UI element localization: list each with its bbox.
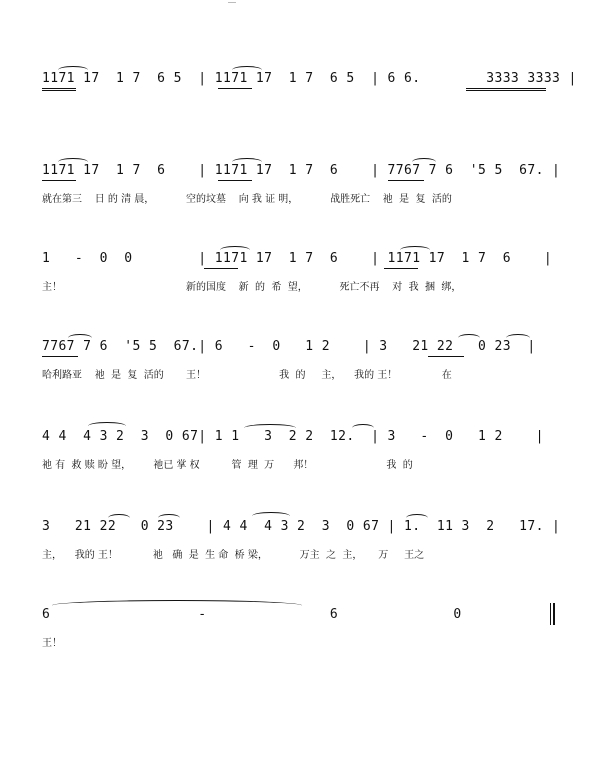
slur-arc — [352, 424, 374, 432]
slur-arc — [458, 334, 480, 342]
beam-underline — [466, 90, 546, 91]
lyrics-line-2: 就在第三 日 的 清 晨， 空的坟墓 向 我 证 明， 战胜死亡 祂 是 复 活的 — [42, 194, 452, 205]
score-system-1 — [0, 68, 612, 128]
slur-arc — [58, 158, 88, 166]
jianpu-notes-line-2: 1171 17 1 7 6 | 1171 17 1 7 6 | 7767 7 6 '5 5 67. | — [42, 163, 561, 178]
beam-underline — [218, 180, 252, 181]
slur-arc — [400, 246, 430, 254]
page-mark — [228, 2, 236, 3]
beam-underline — [42, 88, 76, 89]
score-system-4 — [0, 336, 612, 396]
jianpu-notes-line-5: 4 4 4 3 2 3 0 67| 1 1 3 2 2 12. | 3 - 0 1 2 | — [42, 429, 544, 444]
slur-arc — [412, 158, 436, 166]
beam-underline — [218, 88, 252, 89]
beam-underline — [42, 180, 76, 181]
slur-arc — [88, 422, 126, 430]
final-barline — [550, 603, 555, 625]
lyrics-line-6: 主， 我的 王！ 祂 确 是 生 命 桥 梁， 万主 之 主， 万 王之 — [42, 550, 425, 561]
slur-arc — [232, 66, 262, 74]
jianpu-notes-line-1: 1171 17 1 7 6 5 | 1171 17 1 7 6 5 | 6 6. 3333 3333 | — [42, 71, 577, 86]
beam-underline — [42, 90, 76, 91]
jianpu-notes-line-3: 1 - 0 0 | 1171 17 1 7 6 | 1171 17 1 7 6 | — [42, 251, 553, 266]
score-system-3 — [0, 248, 612, 308]
score-system-6 — [0, 516, 612, 576]
lyrics-line-5: 祂 有 救 赎 盼 望， 祂已 掌 权 管 理 万 邦！ 我 的 — [42, 460, 413, 471]
beam-underline — [384, 268, 418, 269]
tie-arc — [52, 600, 302, 611]
slur-arc — [506, 334, 530, 342]
beam-underline — [428, 356, 464, 357]
slur-arc — [406, 514, 428, 522]
slur-arc — [68, 334, 92, 342]
beam-underline — [42, 356, 78, 357]
slur-arc — [58, 66, 88, 74]
slur-arc — [158, 514, 180, 522]
slur-arc — [108, 514, 130, 522]
tie-arc — [244, 424, 296, 432]
jianpu-notes-line-7: 6 - 6 0 — [42, 607, 544, 622]
slur-arc — [252, 512, 290, 520]
lyrics-line-3: 主！ 新的国度 新 的 希 望， 死亡不再 对 我 捆 绑， — [42, 282, 462, 293]
lyrics-line-1 — [42, 98, 562, 118]
score-system-2 — [0, 160, 612, 220]
slur-arc — [232, 158, 262, 166]
beam-underline — [388, 180, 424, 181]
score-system-5 — [0, 426, 612, 486]
jianpu-notes-line-6: 3 21 22 0 23 | 4 4 4 3 2 3 0 67 | 1. 11 3 2 17. | — [42, 519, 561, 534]
jianpu-notes-line-4: 7767 7 6 '5 5 67.| 6 - 0 1 2 | 3 21 22 0 23 | — [42, 339, 536, 354]
beam-underline — [204, 268, 238, 269]
lyrics-line-7: 王！ — [42, 638, 62, 649]
beam-underline — [466, 88, 546, 89]
lyrics-line-4: 哈利路亚 祂 是 复 活的 王！ 我 的 主， 我的 王！ 在 — [42, 370, 452, 381]
slur-arc — [220, 246, 250, 254]
score-system-7 — [0, 604, 612, 664]
